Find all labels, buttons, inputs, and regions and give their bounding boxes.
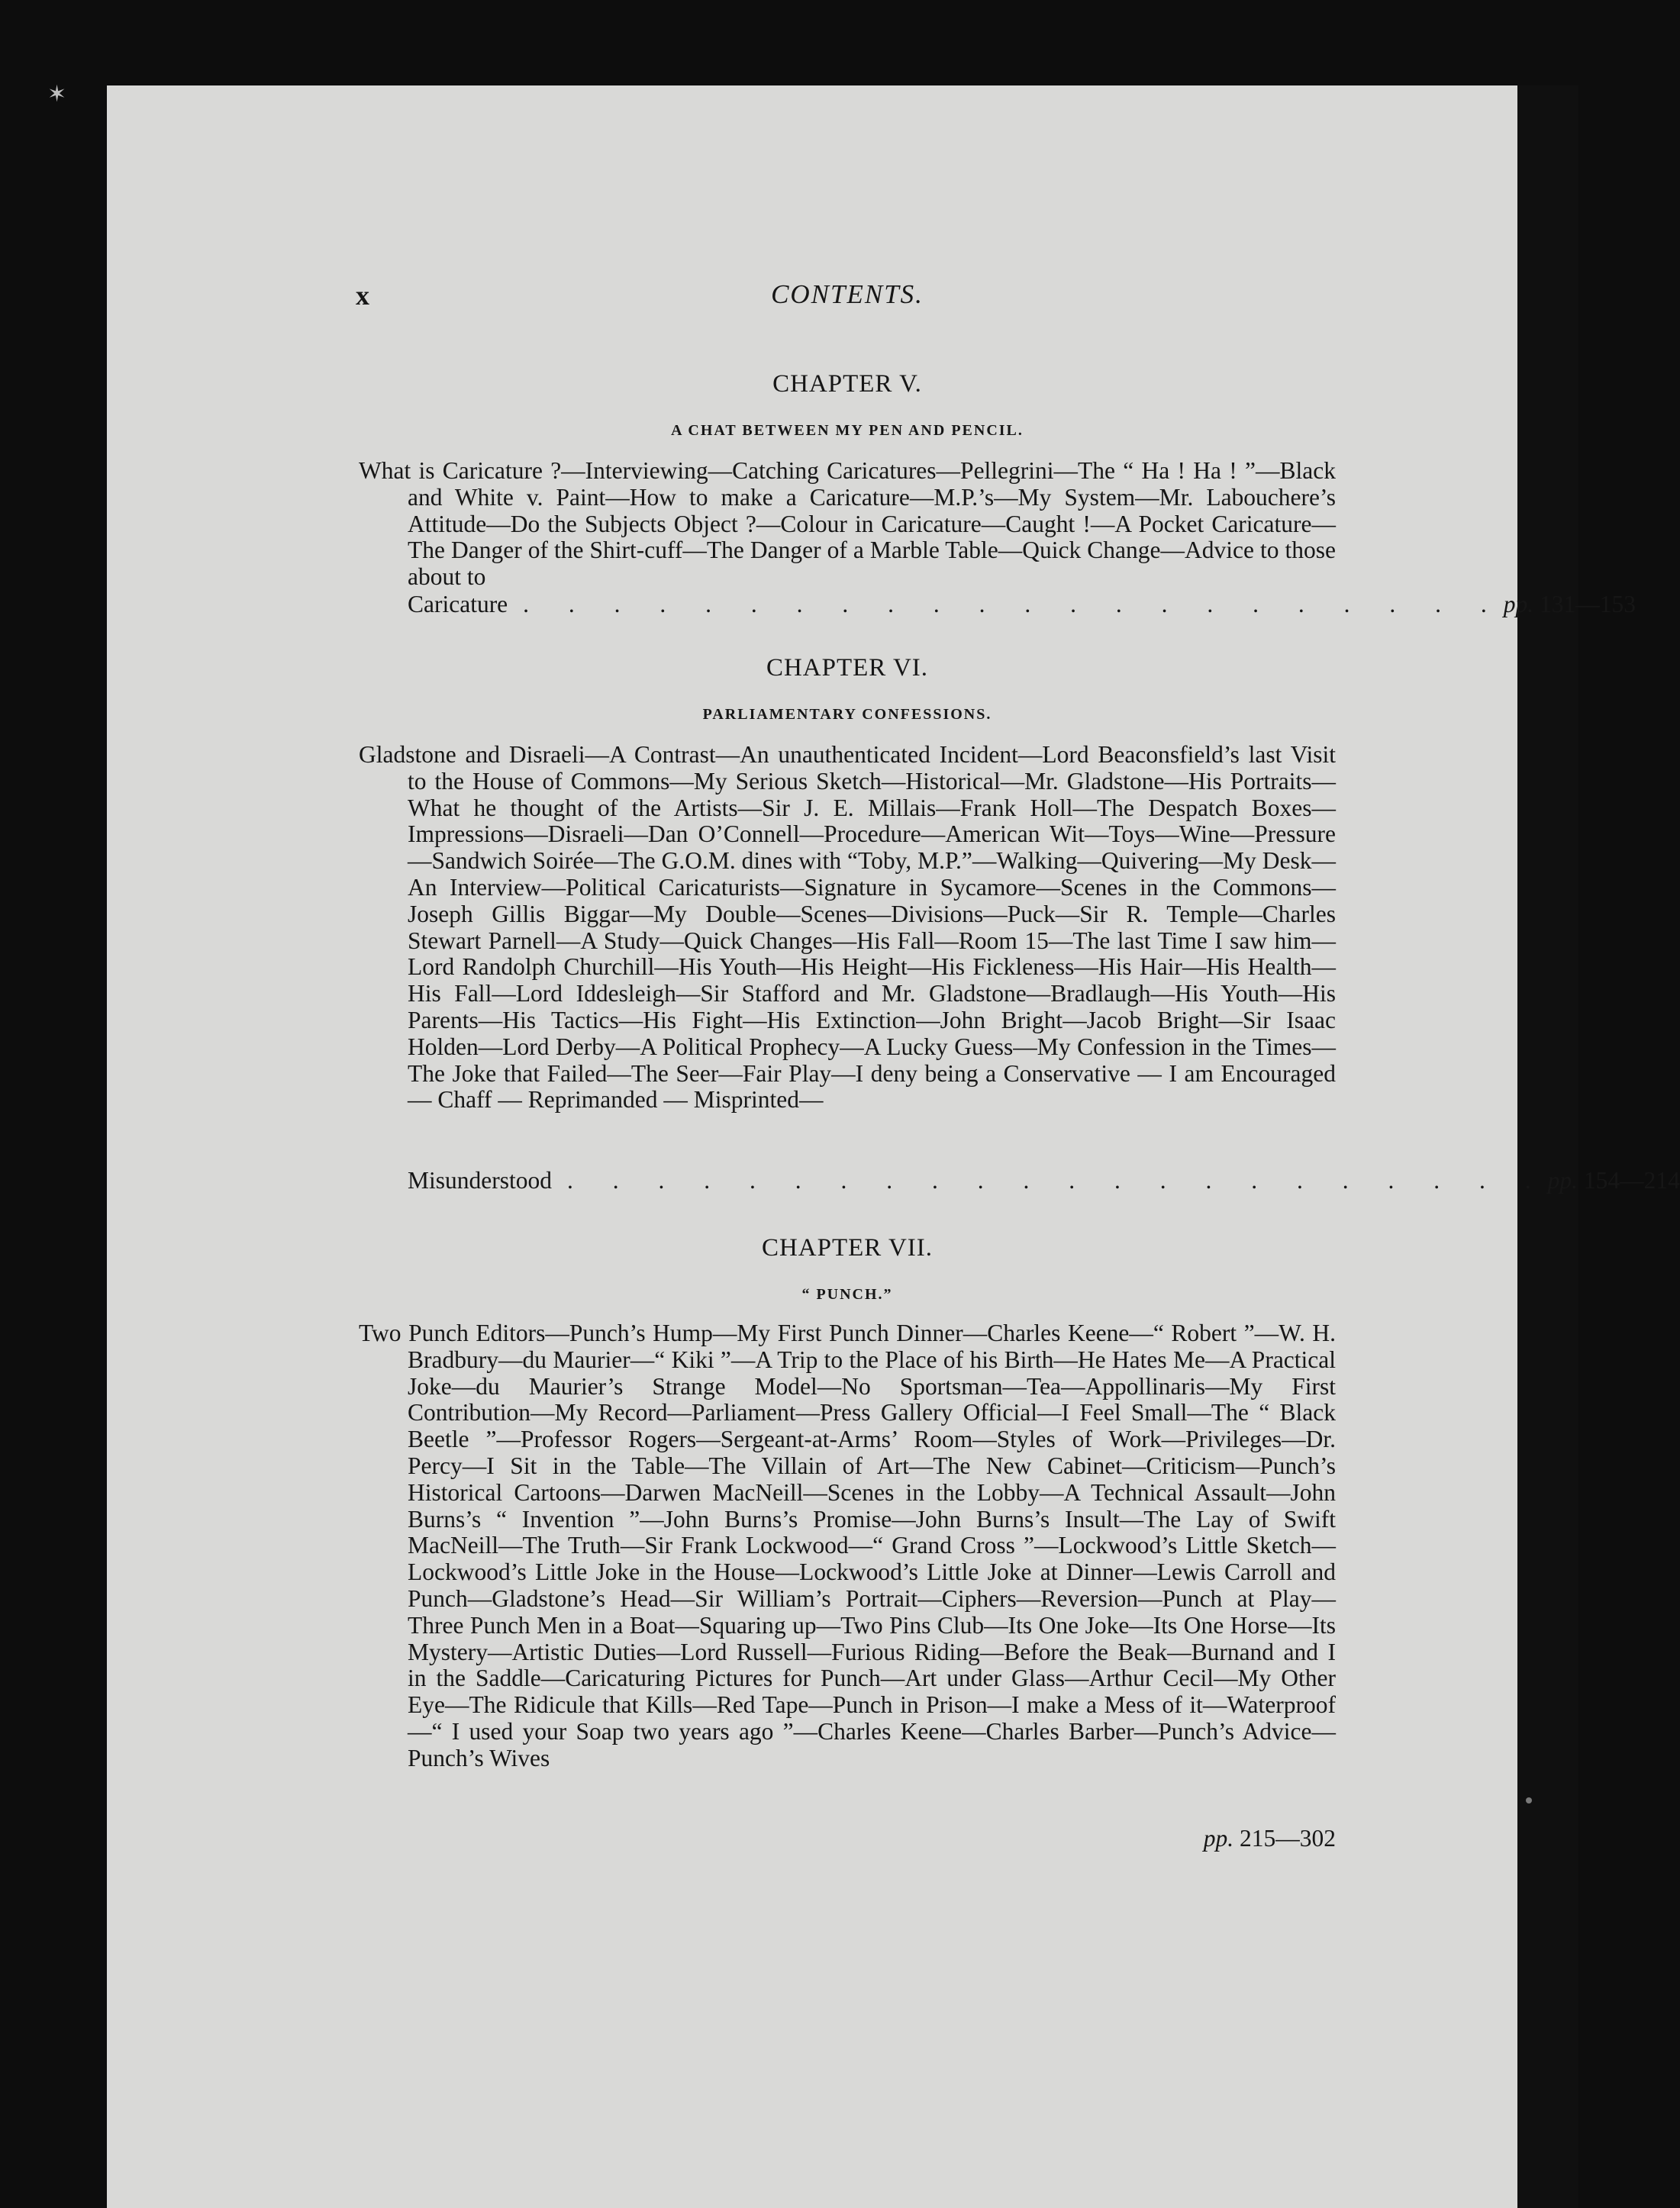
book-page [107,85,1517,2208]
synopsis-text: What is Caricature ?—Interviewing—Catching Caricatures—Pellegrini—The “ Ha ! Ha ! ”—Black and White v. Paint—How to make a Caricature—M.P.’s—My System—Mr. Labouchere’s Attitude—Do the Subjects Object ?—Colour in Caricature—Caught !—A Pocket Caricature—The Danger of the Shirt-cuff—The Danger of a Marble Table—Quick Change—Advice to those about to [359,457,1336,591]
synopsis-last-word: Caricature [408,591,508,617]
chapter-synopsis [359,458,1336,591]
synopsis-last-word: Misunderstood [408,1167,552,1194]
chapter-title: CHAPTER VII. [761,1234,934,1262]
synopsis-text: Two Punch Editors—Punch’s Hump—My First Punch Dinner—Charles Keene—“ Robert ”—W. H. Bradbury—du Maurier—“ Kiki ”—A Trip to the Place of his Birth—He Hates Me—A Practical Joke—du Maurier’s Strange Model—No Sportsman—Tea—Appollinaris—My First Contribution—My Record—Parliament—Press Gallery Official—I Feel Small—The “ Black Beetle ”—Professor Rogers—Sergeant-at-Arms’ Room—Styles of Work—Privileges—Dr. Percy—I Sit in the Table—The Villain of Art—The New Cabinet—Criticism—Punch’s Historical Cartoons—Darwen MacNeill—Scenes in the Lobby—A Technical Assault—John Burns’s “ Invention ”—John Burns’s Promise—John Burns’s Insult—The Lay of Swift MacNeill—The Truth—Sir Frank Lockwood—“ Grand Cross ”—Lockwood’s Little Sketch—Lockwood’s Little Joke in the House—Lockwood’s Little Joke at Dinner—Lewis Carroll and Punch—Gladstone’s Head—Sir William’s Portrait—Ciphers—Reversion—Punch at Play—Three Punch Men in a Boat—Squaring up—Two Pins Club—Its One Joke—Its One Horse—Its Mystery—Artistic Duties—Lord Russell—Furious Riding—Before the Beak—Burnand and I in the Saddle—Caricaturing Pictures for Punch—Art under Glass—Arthur Cecil—My Other Eye—The Ridicule that Kills—Red Tape—Punch in Prison—I make a Mess of it—Waterproof—“ I used your Soap two years ago ”—Charles Keene—Charles Barber—Punch’s Advice—Punch’s Wives [359,1320,1336,1771]
chapter-title: CHAPTER VI. [766,654,929,682]
chapter-subtitle: “ PUNCH.” [801,1286,893,1303]
synopsis-tail [408,1826,1336,1852]
page-range: pp. 215—302 [1203,1825,1336,1852]
chapter-subtitle: A CHAT BETWEEN MY PEN AND PENCIL. [671,422,1024,439]
chapter-synopsis [359,1320,1336,1772]
chapter-title: CHAPTER V. [772,370,922,398]
synopsis-tail [408,1167,1680,1194]
scan-edge [1517,85,1578,2208]
synopsis-tail [408,591,1636,618]
page-range: pp. 131—153 [1503,591,1636,617]
page-folio: x [356,280,370,311]
page-range: pp. 154—214 [1547,1167,1680,1194]
leader-dots: . . . . . . . . . . . . . . . . . . . . . . [523,591,1504,617]
synopsis-text: Gladstone and Disraeli—A Contrast—An unauthenticated Incident—Lord Beaconsfield’s last Visit to the House of Commons—My Serious Sketch—Historical—Mr. Gladstone—His Portraits—What he thought of the Artists—Sir J. E. Millais—Frank Holl—The Despatch Boxes—Impressions—Disraeli—Dan O’Connell—Procedure—American Wit—Toys—Wine—Pressure—Sandwich Soirée—The G.O.M. dines with “Toby, M.P.”—Walking—Quivering—My Desk—An Interview—Political Caricaturists—Signature in Sycamore—Scenes in the Commons—Joseph Gillis Biggar—My Double—Scenes—Divisions—Puck—Sir R. Temple—Charles Stewart Parnell—A Study—Quick Changes—His Fall—Room 15—The last Time I saw him—Lord Randolph Churchill—His Youth—His Height—His Fickleness—His Hair—His Health—His Fall—Lord Iddesleigh—Sir Stafford and Mr. Gladstone—Bradlaugh—His Youth—His Parents—His Tactics—His Fight—His Extinction—John Bright—Jacob Bright—Sir Isaac Holden—Lord Derby—A Political Prophecy—A Lucky Guess—My Confession in the Times—The Joke that Failed—The Seer—Fair Play—I deny being a Conservative — I am Encouraged — Chaff — Reprimanded — Misprinted— [359,741,1336,1114]
running-head: CONTENTS. [771,279,924,309]
scan-dot [1526,1797,1532,1803]
leader-dots: . . . . . . . . . . . . . . . . . . . . . . [567,1167,1548,1194]
chapter-synopsis [359,742,1336,1114]
chapter-subtitle: PARLIAMENTARY CONFESSIONS. [702,706,992,723]
scan-artifact-mark: ✶ [47,82,67,107]
